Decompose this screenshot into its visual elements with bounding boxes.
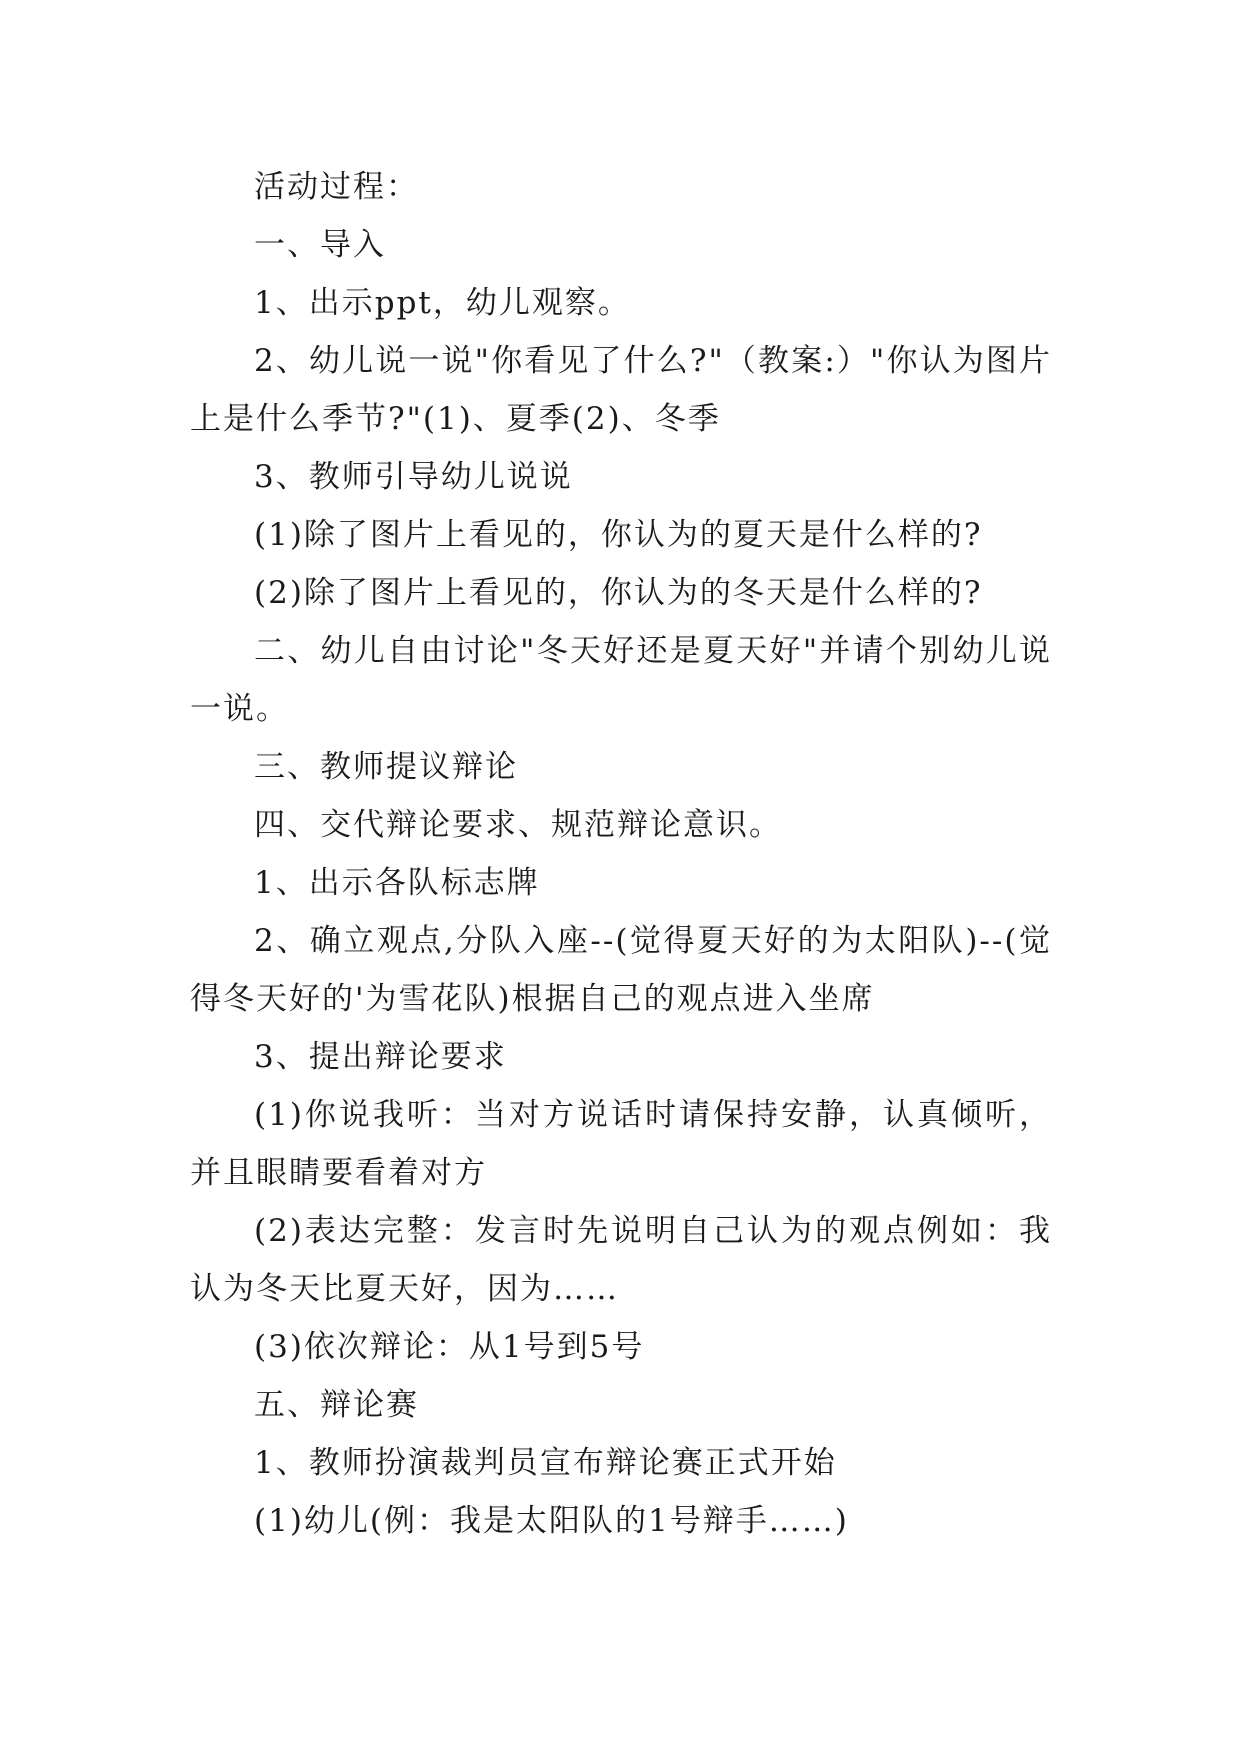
paragraph: (1)幼儿(例：我是太阳队的1号辩手……) bbox=[254, 1503, 849, 1539]
document-body bbox=[190, 158, 1052, 1550]
paragraph: 3、提出辩论要求 bbox=[254, 1039, 507, 1075]
paragraph: (2)表达完整：发言时先说明自己认为的观点例如：我认为冬天比夏天好，因为…… bbox=[190, 1213, 1052, 1307]
paragraph: 2、幼儿说一说"你看见了什么?"（教案:）"你认为图片上是什么季节?"(1)、夏季(2)、冬季 bbox=[190, 343, 1052, 437]
paragraph: (2)除了图片上看见的，你认为的冬天是什么样的? bbox=[254, 575, 983, 611]
paragraph: (1)除了图片上看见的，你认为的夏天是什么样的? bbox=[254, 517, 983, 553]
paragraph: 1、出示ppt，幼儿观察。 bbox=[254, 285, 631, 321]
section-heading: 五、辩论赛 bbox=[254, 1387, 419, 1423]
section-heading: 四、交代辩论要求、规范辩论意识。 bbox=[254, 807, 782, 843]
paragraph: 2、确立观点,分队入座--(觉得夏天好的为太阳队)--(觉得冬天好的'为雪花队)根据自己的观点进入坐席 bbox=[190, 923, 1052, 1017]
paragraph: (3)依次辩论：从1号到5号 bbox=[254, 1329, 645, 1365]
section-heading: 三、教师提议辩论 bbox=[254, 749, 518, 785]
section-heading: 活动过程： bbox=[254, 169, 419, 205]
paragraph: (1)你说我听：当对方说话时请保持安静，认真倾听，并且眼睛要看着对方 bbox=[190, 1097, 1052, 1191]
paragraph: 3、教师引导幼儿说说 bbox=[254, 459, 573, 495]
section-heading: 二、幼儿自由讨论"冬天好还是夏天好"并请个别幼儿说一说。 bbox=[190, 633, 1052, 727]
paragraph: 1、出示各队标志牌 bbox=[254, 865, 540, 901]
paragraph: 1、教师扮演裁判员宣布辩论赛正式开始 bbox=[254, 1445, 837, 1481]
section-heading: 一、导入 bbox=[254, 227, 386, 263]
